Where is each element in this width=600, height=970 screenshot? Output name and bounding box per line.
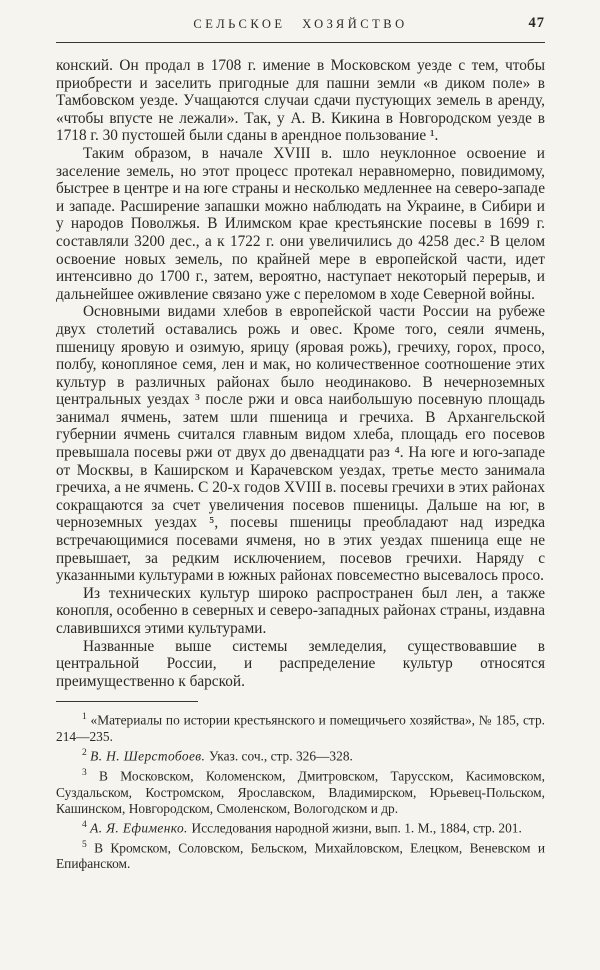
header-rule [56, 42, 545, 43]
paragraph: Таким образом, в начале XVIII в. шло неуклонное освоение и заселение земель, но этот процесс протекал неравномерно, повидимому, быстрее в центре и на юге страны и несколько медленнее на северо-западе и западе. Расширение запашки можно наблюдать на Украине, в Сибири и у народов Поволжья. В Илимском крае крестьянские посевы в 1699 г. составляли 3200 дес., а к 1722 г. они увеличились до 4258 дес.² В целом освоение новых земель, по крайней мере в европейской части, идет интенсивно до 1700 г., затем, вероятно, наступает некоторый перерыв, и дальнейшее оживление связано уже с переломом в ходе Северной войны. [56, 144, 545, 303]
footnote-separator [56, 701, 198, 702]
footnote-marker: 3 [82, 767, 87, 778]
footnote [56, 817, 545, 837]
page-body [56, 57, 545, 690]
footnote [56, 765, 545, 817]
running-title: СЕЛЬСКОЕ ХОЗЯЙСТВО [193, 17, 408, 31]
footnote-marker: 4 [82, 820, 87, 830]
paragraph: Основными видами хлебов в европейской части России на рубеже двух столетий оставались рожь и овес. Кроме того, сеяли ячмень, пшеницу яровую и озимую, ярицу (яровая рожь), гречиху, горох, просо, полбу, конопляное семя, лен и мак, но количественное соотношение этих культур в различных районах было неодинаково. В нечерноземных центральных уездах ³ после ржи и овса наибольшую посевную площадь занимал ячмень, затем шли пшеница и гречиха. В Архангельской губернии ячмень считался главным видом хлеба, площадь его посевов превышала посевы ржи от двух до двенадцати раз ⁴. На юге и юго-западе от Москвы, в Каширском и Карачевском уездах, третье место занимала гречиха, а не ячмень. С 20-х годов XVIII в. посевы гречихи в этих районах сокращаются за счет увеличения посевов пшеницы. Дальше на юг, в черноземных уездах ⁵, посевы пшеницы преобладают над изредка встречающимися посевами ячменя, но в этих уездах пшеница еще не превышает, за редким исключением, посевов гречихи. Наряду с указанными культурами в южных районах повсеместно высевалось просо. [56, 303, 545, 585]
page-header [56, 14, 545, 36]
footnote-author: В. Н. Шерстобоев. [90, 748, 209, 764]
paragraph: Из технических культур широко распространен был лен, а также конопля, особенно в северных и северо-западных районах страны, издавна славившихся этими культурами. [56, 584, 545, 637]
footnote [56, 745, 545, 765]
footnote [56, 837, 545, 873]
footnote-text: В Кромском, Соловском, Бельском, Михайловском, Елецком, Веневском и Епифанском. [56, 840, 545, 872]
footnotes-block [56, 709, 545, 872]
footnote-marker: 2 [82, 748, 87, 759]
footnote-text: В Московском, Коломенском, Дмитровском, Тарусском, Касимовском, Суздальском, Костромском, Ярославском, Владимирском, Юрьевец-Польском, Кашинском, Новгородском, Смоленском, Вологодском и др. [56, 768, 545, 816]
footnote-text: «Материалы по истории крестьянского и помещичьего хозяйства», № 185, стр. 214—235. [56, 712, 545, 745]
paragraph: Названные выше системы земледелия, существовавшие в центральной России, и распределение культур относятся преимущественно к барской. [56, 637, 545, 690]
footnote-author: А. Я. Ефименко. [90, 820, 192, 836]
footnote-text: Указ. соч., стр. 326—328. [209, 748, 353, 764]
footnote-text: Исследования народной жизни, вып. 1. М., 1884, стр. 201. [191, 820, 522, 836]
footnote [56, 709, 545, 745]
footnote-marker: 1 [82, 712, 87, 723]
paragraph: конский. Он продал в 1708 г. имение в Московском уезде с тем, чтобы приобрести и заселить пригодные для пашни земли «в диком поле» в Тамбовском уезде. Учащаются случаи сдачи пустующих земель в аренду, «чтобы впусте не лежали». Так, у А. В. Кикина в Новгородском уезде в 1718 г. 30 пустошей были сданы в арендное пользование ¹. [56, 57, 545, 145]
footnote-marker: 5 [82, 839, 87, 850]
page-number: 47 [528, 15, 545, 31]
